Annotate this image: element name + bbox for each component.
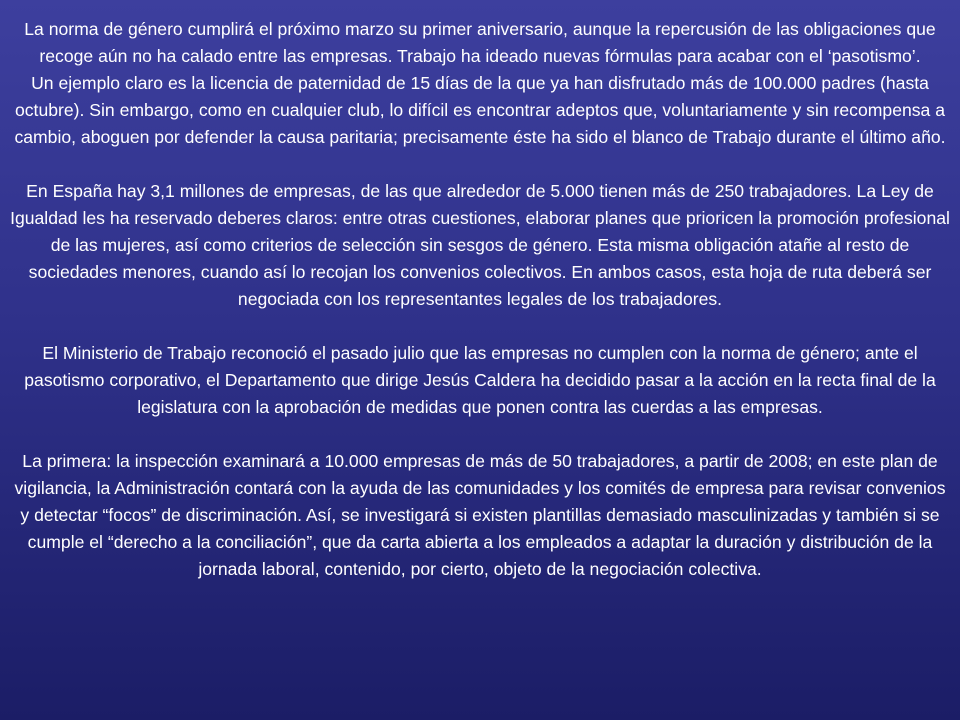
article-text <box>8 16 952 583</box>
paragraph-inspection: La primera: la inspección examinará a 10.000 empresas de más de 50 trabajadores, a partir de 2008; en este plan de vigilancia, la Administración contará con la ayuda de las comunidades y los comités de empresa para revisar convenios y detectar “focos” de discriminación. Así, se investigará si existen plantillas demasiado masculinizadas y también si se cumple el “derecho a la conciliación”, que da carta abierta a los empleados a adaptar la duración y distribución de la jornada laboral, contenido, por cierto, objeto de la negociación colectiva. <box>14 451 946 579</box>
paragraph-spacer <box>8 313 952 340</box>
paragraph-companies: En España hay 3,1 millones de empresas, de las que alrededor de 5.000 tienen más de 250 trabajadores. La Ley de Igualdad les ha reservado deberes claros: entre otras cuestiones, elaborar planes que prioricen la promoción profesional de las mujeres, así como criterios de selección sin sesgos de género. Esta misma obligación atañe al resto de sociedades menores, cuando así lo recojan los convenios colectivos. En ambos casos, esta hoja de ruta deberá ser negociada con los representantes legales de los trabajadores. <box>10 181 950 309</box>
paragraph-spacer <box>8 151 952 178</box>
paragraph-paternity: Un ejemplo claro es la licencia de paternidad de 15 días de la que ya han disfrutado más de 100.000 padres (hasta octubre). Sin embargo, como en cualquier club, lo difícil es encontrar adeptos que, voluntariamente y sin recompensa a cambio, aboguen por defender la causa paritaria; precisamente éste ha sido el blanco de Trabajo durante el último año. <box>14 73 946 147</box>
paragraph-spacer <box>8 421 952 448</box>
paragraph-ministry: El Ministerio de Trabajo reconoció el pasado julio que las empresas no cumplen con la norma de género; ante el pasotismo corporativo, el Departamento que dirige Jesús Caldera ha decidido pasar a la acción en la recta final de la legislatura con la aprobación de medidas que ponen contra las cuerdas a las empresas. <box>24 343 936 417</box>
paragraph-intro: La norma de género cumplirá el próximo marzo su primer aniversario, aunque la repercusión de las obligaciones que recoge aún no ha calado entre las empresas. Trabajo ha ideado nuevas fórmulas para acabar con el ‘pasotismo’. <box>24 19 936 66</box>
